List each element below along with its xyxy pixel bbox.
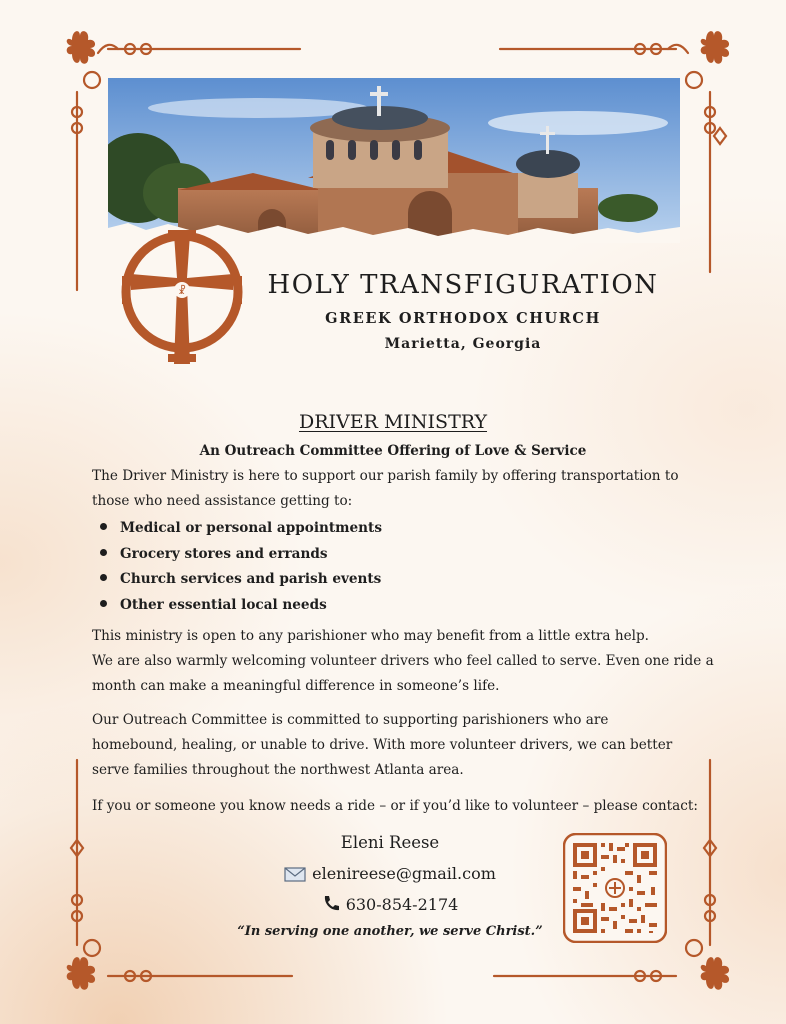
church-photo	[108, 78, 680, 243]
contact-email-row	[240, 864, 540, 886]
intro-line: The Driver Ministry is here to support our parish family by offering transportation to	[92, 468, 679, 484]
paragraph-line: Our Outreach Committee is committed to supporting parishioners who are	[92, 712, 609, 728]
bullet-icon	[100, 523, 107, 530]
svg-text:☧: ☧	[178, 286, 186, 297]
list-item-label: Other essential local needs	[120, 596, 327, 613]
list-item	[100, 593, 382, 619]
list-item-label: Grocery stores and errands	[120, 545, 328, 562]
contact-name: Eleni Reese	[340, 833, 440, 852]
qr-code[interactable]	[563, 833, 667, 943]
paragraph-line: homebound, healing, or unable to drive. With more volunteer drivers, we can better	[92, 737, 673, 753]
ministry-subtitle: An Outreach Committee Offering of Love & Service	[199, 443, 587, 459]
bullet-icon	[100, 600, 107, 607]
list-item	[100, 567, 382, 593]
intro-line: those who need assistance getting to:	[92, 493, 353, 509]
ministry-title: DRIVER MINISTRY	[298, 411, 488, 433]
needs-list	[100, 516, 382, 618]
church-logo	[118, 228, 246, 364]
intro-paragraph	[92, 464, 722, 514]
bullet-icon	[100, 574, 107, 581]
committee-paragraph	[92, 708, 722, 783]
church-type: GREEK ORTHODOX CHURCH	[325, 310, 601, 327]
eligibility-paragraph	[92, 624, 722, 699]
envelope-icon	[284, 867, 306, 886]
email-link[interactable]: elenireese@gmail.com	[312, 864, 496, 883]
paragraph-line: This ministry is open to any parishioner who may benefit from a little extra help.	[92, 628, 649, 644]
phone-link[interactable]: 630-854-2174	[345, 895, 459, 914]
paragraph-line: month can make a meaningful difference in someone’s life.	[92, 678, 500, 694]
phone-icon	[322, 895, 340, 917]
contact-prompt-text: If you or someone you know needs a ride – or if you’d like to volunteer – please contact:	[92, 798, 698, 814]
list-item	[100, 542, 382, 568]
contact-phone-row	[240, 895, 540, 917]
list-item-label: Medical or personal appointments	[120, 520, 382, 536]
paragraph-line: We are also warmly welcoming volunteer drivers who feel called to serve. Even one ride a	[92, 653, 714, 669]
church-location: Marietta, Georgia	[384, 336, 542, 352]
closing-quote: “In serving one another, we serve Christ.”	[237, 924, 543, 939]
contact-prompt	[92, 794, 722, 819]
bullet-icon	[100, 549, 107, 556]
list-item	[100, 516, 382, 542]
list-item-label: Church services and parish events	[120, 571, 382, 587]
church-name: HOLY TRANSFIGURATION	[267, 270, 659, 300]
paragraph-line: serve families throughout the northwest Atlanta area.	[92, 762, 464, 778]
